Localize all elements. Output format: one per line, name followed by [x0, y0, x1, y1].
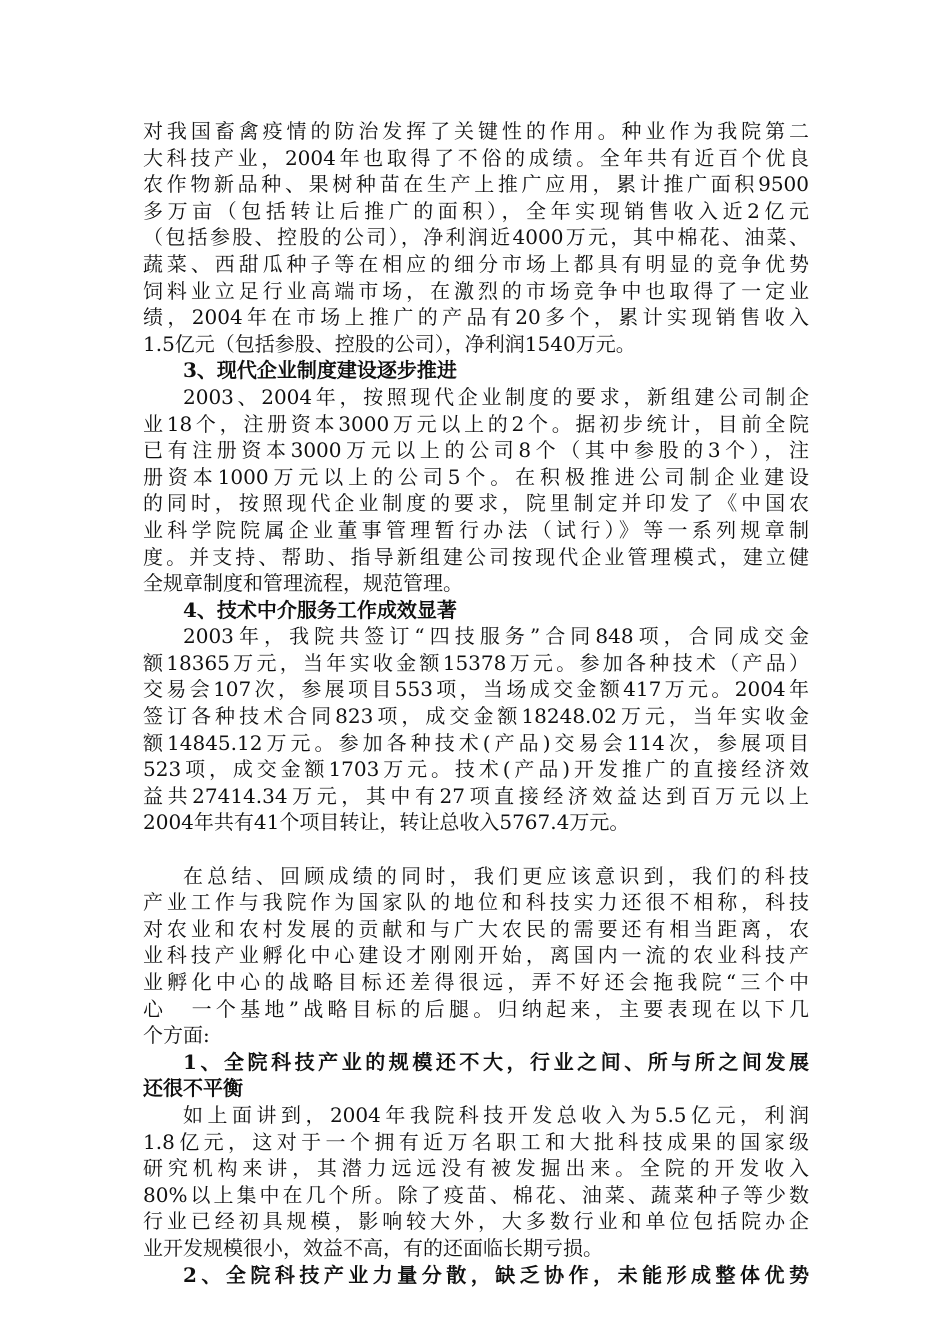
body-text-line: 度。并支持、帮助、指导新组建公司按现代企业管理模式，建立健	[143, 544, 809, 569]
body-text-line: （包括参股、控股的公司），净利润近4000万元，其中棉花、油菜、	[143, 225, 809, 250]
body-text-line: 业开发规模很小，效益不高，有的还面临长期亏损。	[143, 1235, 603, 1260]
body-text-line: 农作物新品种、果树种苗在生产上推广应用，累计推广面积9500	[143, 172, 809, 197]
body-text-line: 册资本1000万元以上的公司5个。在积极推进公司制企业建设	[143, 464, 809, 489]
body-text-line: 签订各种技术合同823项，成交金额18248.02万元，当年实收金	[143, 704, 809, 729]
body-text-line: 80%以上集中在几个所。除了疫苗、棉花、油菜、蔬菜种子等少数	[143, 1182, 809, 1207]
body-text-line: 对农业和农村发展的贡献和与广大农民的需要还有相当距离，农	[143, 916, 809, 941]
section-heading: 4、技术中介服务工作成效显著	[183, 597, 457, 622]
blank-line	[143, 836, 809, 863]
document-page	[143, 118, 809, 1288]
body-text-line: 1.5亿元（包括参股、控股的公司），净利润1540万元。	[143, 331, 636, 356]
body-text-line: 业科技产业孵化中心建设才刚刚开始，离国内一流的农业科技产	[143, 943, 809, 968]
body-text-line: 产业工作与我院作为国家队的地位和科技实力还很不相称，科技	[143, 890, 809, 915]
section-heading: 2、全院科技产业力量分散，缺乏协作，未能形成整体优势	[183, 1262, 809, 1287]
body-text-line: 在总结、回顾成绩的同时，我们更应该意识到，我们的科技	[183, 863, 809, 888]
body-text-line: 2003年，我院共签订“四技服务”合同848项，合同成交金	[183, 624, 809, 649]
body-text-line: 业18个，注册资本3000万元以上的2个。据初步统计，目前全院	[143, 411, 809, 436]
body-text-line: 心 一个基地”战略目标的后腿。归纳起来，主要表现在以下几	[143, 996, 809, 1021]
body-text-line: 的同时，按照现代企业制度的要求，院里制定并印发了《中国农	[143, 491, 809, 516]
body-text-line: 2004年共有41个项目转让，转让总收入5767.4万元。	[143, 810, 630, 835]
body-text-line: 对我国畜禽疫情的防治发挥了关键性的作用。种业作为我院第二	[143, 119, 809, 143]
body-text-line: 如上面讲到，2004年我院科技开发总收入为5.5亿元，利润	[183, 1102, 809, 1127]
body-text-line: 个方面:	[143, 1023, 210, 1048]
body-text-line: 已有注册资本3000万元以上的公司8个（其中参股的3个），注	[143, 438, 809, 463]
body-text-line: 额18365万元，当年实收金额15378万元。参加各种技术（产品）	[143, 650, 809, 675]
body-text-line: 业科学院院属企业董事管理暂行办法（试行）》等一系列规章制	[143, 517, 809, 542]
body-text-line: 益共27414.34万元，其中有27项直接经济效益达到百万元以上	[143, 783, 809, 808]
body-text-line: 1.8亿元，这对于一个拥有近万名职工和大批科技成果的国家级	[143, 1129, 809, 1154]
body-text-line: 523项，成交金额1703万元。技术(产品)开发推广的直接经济效	[143, 757, 809, 782]
body-text-line: 行业已经初具规模，影响较大外，大多数行业和单位包括院办企	[143, 1209, 809, 1234]
body-text-line: 绩，2004年在市场上推广的产品有20多个，累计实现销售收入	[143, 305, 809, 330]
section-heading: 还很不平衡	[143, 1076, 243, 1101]
body-text-line: 全规章制度和管理流程，规范管理。	[143, 571, 463, 596]
body-text-line: 蔬菜、西甜瓜种子等在相应的细分市场上都具有明显的竞争优势	[143, 251, 809, 276]
body-text-line: 业孵化中心的战略目标还差得很远，弄不好还会拖我院“三个中	[143, 970, 809, 994]
body-text-line: 交易会107次，参展项目553项，当场成交金额417万元。2004年	[143, 677, 809, 702]
body-text-line: 饲料业立足行业高端市场，在激烈的市场竞争中也取得了一定业	[143, 278, 809, 303]
body-text-line: 大科技产业，2004年也取得了不俗的成绩。全年共有近百个优良	[143, 145, 809, 170]
body-text-line: 多万亩（包括转让后推广的面积），全年实现销售收入近2亿元	[143, 198, 809, 223]
body-text-line: 额14845.12万元。参加各种技术(产品)交易会114次，参展项目	[143, 730, 809, 755]
body-text-line: 研究机构来讲，其潜力远远没有被发掘出来。全院的开发收入	[143, 1156, 809, 1181]
section-heading: 3、现代企业制度建设逐步推进	[183, 358, 457, 383]
section-heading: 1、全院科技产业的规模还不大，行业之间、所与所之间发展	[183, 1049, 809, 1074]
body-text-line: 2003、2004年，按照现代企业制度的要求，新组建公司制企	[183, 384, 809, 409]
